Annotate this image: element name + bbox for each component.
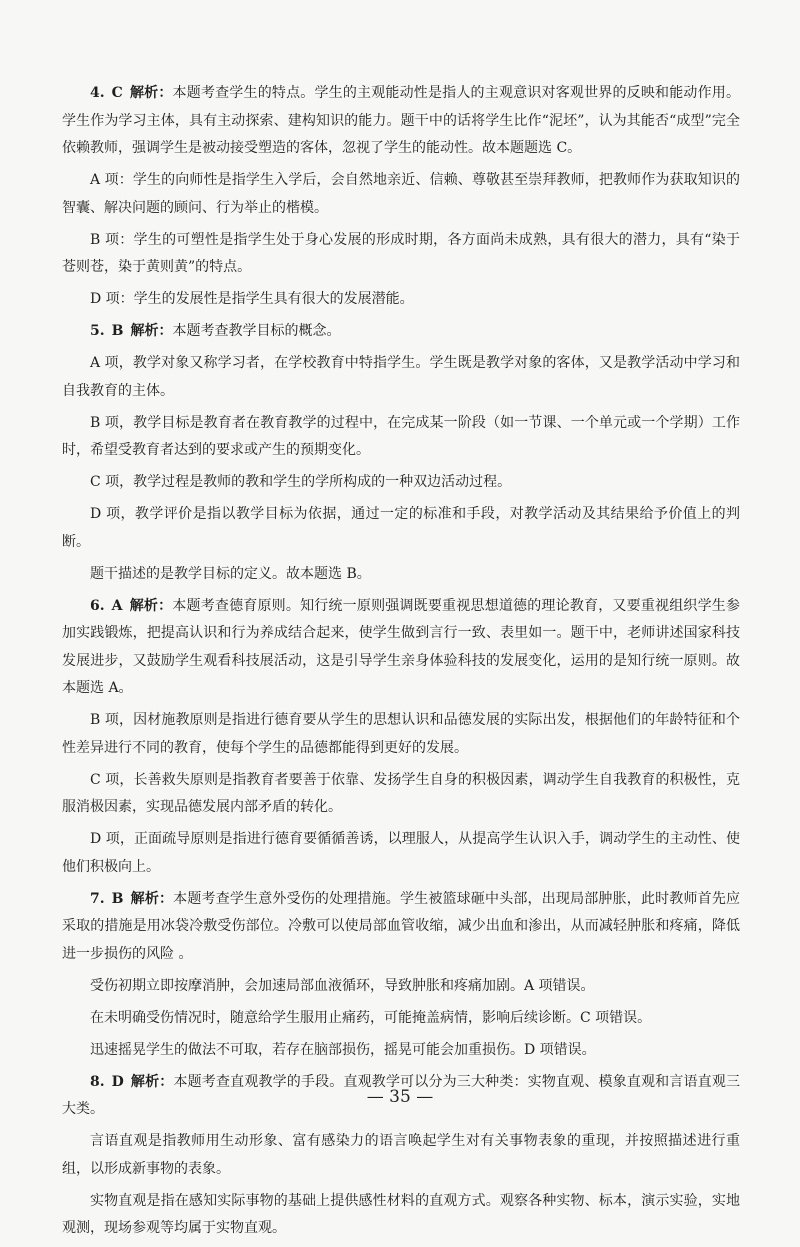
question-number: 7. [90,890,105,907]
answer-letter: A [111,597,123,614]
answer-explanations [62,80,740,1247]
option-explanation: D 项：学生的发展性是指学生具有很大的发展潜能。 [90,291,414,307]
option-explanation: B 项，教学目标是教育者在教育教学的过程中，在完成某一阶段（如一节课、一个单元或一个学期）工作时，希望受教育者达到的要求或产生的预期变化。 [62,414,740,458]
option-explanation: D 项，教学评价是指以教学目标为依据，通过一定的标准和手段，对教学活动及其结果给予价值上的判断。 [62,506,740,550]
answer-letter: C [111,85,123,101]
question-number: 8. [90,1073,105,1090]
analysis-label: 解析： [130,890,174,907]
explanation-text: 本题考查德育原则。知行统一原则强调既要重视思想道德的理论教育，又要重视组织学生参加实践锻炼，把提高认识和行为养成结合起来，使学生做到言行一致、表里如一。题干中，老师讲述国家科技发展进步，又鼓励学生观看科技展活动，这是引导学生亲身体验科技的发展变化，运用的是知行统一原则。故本题选 A。 [62,597,741,696]
option-explanation: 迅速摇晃学生的做法不可取，若存在脑部损伤，摇晃可能会加重损伤。D 项错误。 [90,1041,596,1058]
option-explanation: 实物直观是指在感知实际事物的基础上提供感性材料的直观方式。观察各种实物、标本，演示实验，实地观测，现场参观等均属于实物直观。 [62,1192,740,1236]
analysis-label: 解析： [129,597,173,614]
option-explanation: C 项，教学过程是教师的教和学生的学所构成的一种双边活动过程。 [90,474,512,490]
analysis-label: 解析： [130,1073,174,1090]
question-explanation [62,318,740,346]
analysis-label: 解析： [130,323,173,339]
question-explanation [62,593,740,703]
option-explanation: A 项，教学对象又称学习者，在学校教育中特指学生。学生既是教学对象的客体，又是教学活动中学习和自我教育的主体。 [62,355,740,399]
answer-letter: B [111,890,124,907]
page-number: — 35 — [366,1087,434,1107]
option-explanation: A 项：学生的向师性是指学生入学后，会自然地亲近、信赖、尊敬甚至崇拜教师，把教师作为获取知识的智囊、解决问题的顾问、行为举止的楷模。 [62,172,740,216]
question-number: 4. [90,85,105,101]
explanation-text: 本题考查学生的特点。学生的主观能动性是指人的主观意识对客观世界的反映和能动作用。学生作为学习主体，具有主动探索、建构知识的能力。题干中的话将学生比作“泥坯”，认为其能否“成型”完全依赖教师，强调学生是被动接受塑造的客体，忽视了学生的能动性。故本题题选 C。 [62,85,740,156]
analysis-label: 解析： [129,85,173,101]
answer-letter: D [111,1073,124,1090]
explanation-text: 本题考查教学目标的概念。 [172,323,341,339]
option-explanation: D 项，正面疏导原则是指进行德育要循循善诱，以理服人，从提高学生认识入手，调动学生的主动性、使他们积极向上。 [62,831,740,875]
option-explanation: B 项：学生的可塑性是指学生处于身心发展的形成时期，各方面尚未成熟，具有很大的潜力，具有“染于苍则苍，染于黄则黄”的特点。 [62,231,740,275]
question-number: 5. [90,323,105,339]
option-explanation: 言语直观是指教师用生动形象、富有感染力的语言唤起学生对有关事物表象的重现，并按照描述进行重组，以形成新事物的表象。 [62,1133,740,1177]
question-explanation [62,80,740,163]
question-number: 6. [90,597,105,614]
option-explanation: 受伤初期立即按摩消肿，会加速局部血液循环，导致肿胀和疼痛加剧。A 项错误。 [90,977,595,994]
option-explanation: 在未明确受伤情况时，随意给学生服用止痛药，可能掩盖病情，影响后续诊断。C 项错误。 [90,1009,652,1026]
option-explanation: 题干描述的是教学目标的定义。故本题选 B。 [90,565,371,582]
explanation-text: 本题考查学生意外受伤的处理措施。学生被篮球砸中头部，出现局部肿胀，此时教师首先应采取的措施是用冰袋冷敷受伤部位。冷敷可以使局部血管收缩，减少出血和渗出，从而减轻肿胀和疼痛，降低进一步损伤的风险 。 [62,890,741,962]
option-explanation: C 项，长善救失原则是指教育者要善于依靠、发扬学生自身的积极因素，调动学生自我教育的积极性，克服消极因素，实现品德发展内部矛盾的转化。 [62,771,740,815]
question-explanation [62,886,740,969]
answer-letter: B [111,323,124,339]
option-explanation: B 项，因材施教原则是指进行德育要从学生的思想认识和品德发展的实际出发，根据他们的年龄特征和个性差异进行不同的教育，使每个学生的品德都能得到更好的发展。 [62,712,740,756]
explanation-text: 本题考查直观教学的手段。直观教学可以分为三大种类：实物直观、模象直观和言语直观三大类。 [62,1073,741,1117]
